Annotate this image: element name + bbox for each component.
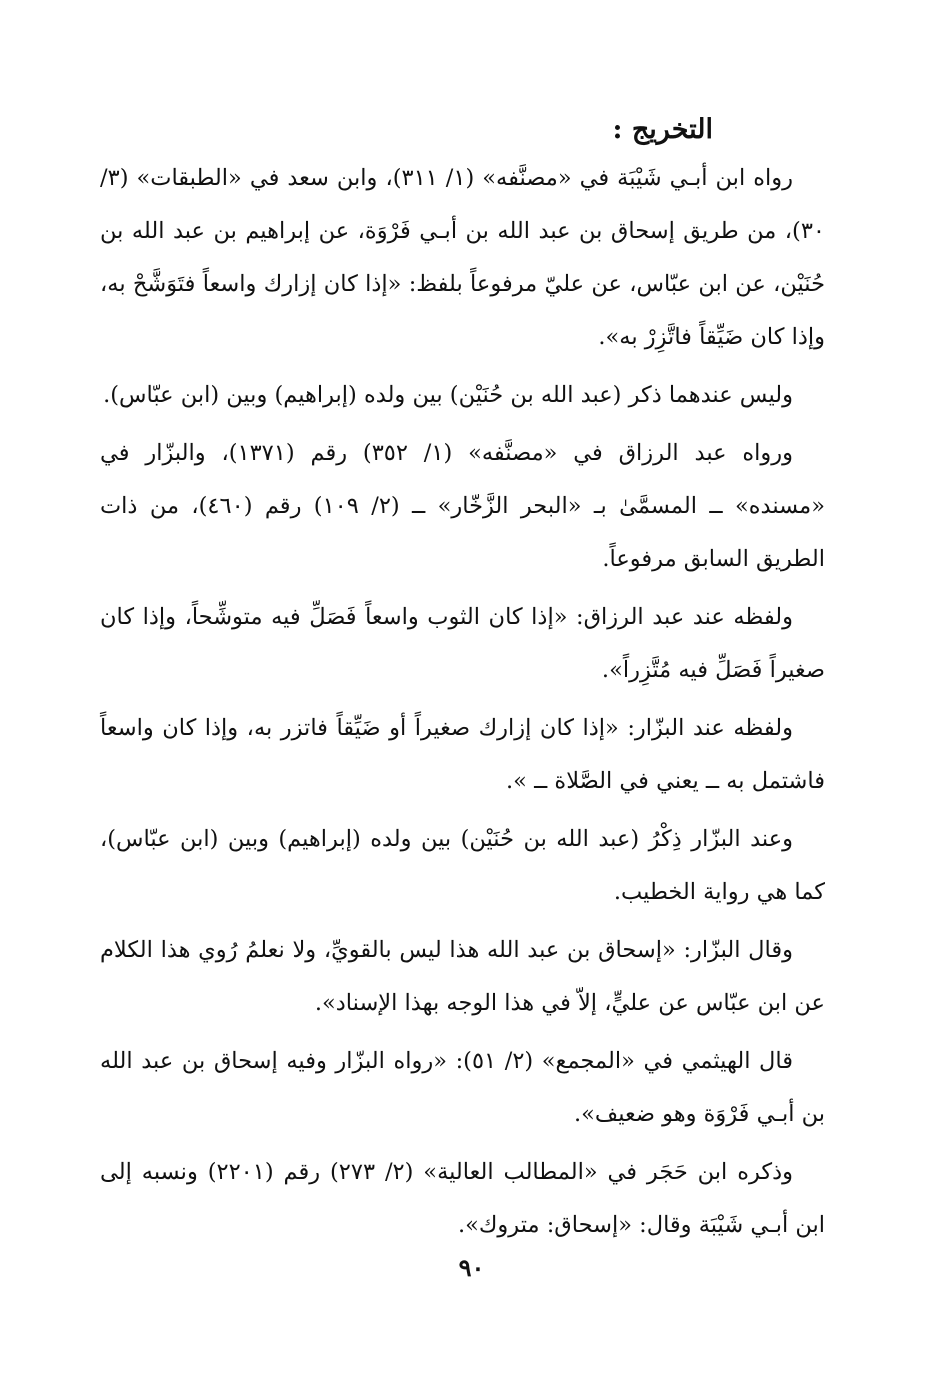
paragraph-bazzar-wording: ولفظه عند البزّار: «إذا كان إزارك صغيراً أو ضَيِّقاً فاتزر به، وإذا كان واسعاً فاشتمل به ــ يعني في الصَّلاة ــ ». bbox=[100, 715, 825, 794]
paragraph-haythami: قال الهيثمي في «المجمع» (٢/ ٥١): «رواه البزّار وفيه إسحاق بن عبد الله بن أبـي فَرْوَة وهو ضعيف». bbox=[100, 1048, 825, 1127]
paragraph-ibn-hajar: وذكره ابن حَجَر في «المطالب العالية» (٢/ ٢٧٣) رقم (٢٢٠١) ونسبه إلى ابن أبـي شَيْبَة وقال: «إسحاق: متروك». bbox=[100, 1159, 825, 1238]
section-heading: التخريج : bbox=[612, 114, 713, 145]
paragraph-abdurrazzaq-wording: ولفظه عند عبد الرزاق: «إذا كان الثوب واسعاً فَصَلِّ فيه متوشِّحاً، وإذا كان صغيراً فَصَلِّ فيه مُتَّزِراً». bbox=[100, 604, 825, 683]
paragraph-bazzar-comment: وقال البزّار: «إسحاق بن عبد الله هذا ليس بالقويِّ، ولا نعلمُ رُوي هذا الكلام عن ابن عبّاس عن عليٍّ، إلاّ في هذا الوجه بهذا الإسناد». bbox=[100, 937, 825, 1016]
paragraph-missing-narrator: وليس عندهما ذكر (عبد الله بن حُنَيْن) بين ولده (إبراهيم) وبين (ابن عبّاس). bbox=[103, 382, 793, 408]
body-text bbox=[100, 108, 825, 1257]
paragraph-bazzar-chain: وعند البزّار ذِكْرُ (عبد الله بن حُنَيْن) بين ولده (إبراهيم) وبين (ابن عبّاس)، كما هي رواية الخطيب. bbox=[100, 826, 825, 905]
page-number: ٩٠ bbox=[458, 1253, 485, 1282]
paragraph-takhrij-intro: رواه ابن أبـي شَيْبَة في «مصنَّفه» (١/ ٣١١)، وابن سعد في «الطبقات» (٣/ ٣٠)، من طريق إسحاق بن عبد الله بن أبـي فَرْوَة، عن إبراهيم بن عبد الله بن حُنَيْن، عن ابن عبّاس، عن عليّ مرفوعاً بلفظ: «إذا كان إزارك واسعاً فتَوَشَّحْ به، وإذا كان ضَيِّقاً فاتَّزِرْ به». bbox=[100, 165, 825, 350]
paragraph-abdurrazzaq-bazzar: ورواه عبد الرزاق في «مصنَّفه» (١/ ٣٥٢) رقم (١٣٧١)، والبزّار في «مسنده» ــ المسمَّىٰ بـ «البحر الزَّخّار» ــ (٢/ ١٠٩) رقم (٤٦٠)، من ذات الطريق السابق مرفوعاً. bbox=[100, 440, 826, 572]
